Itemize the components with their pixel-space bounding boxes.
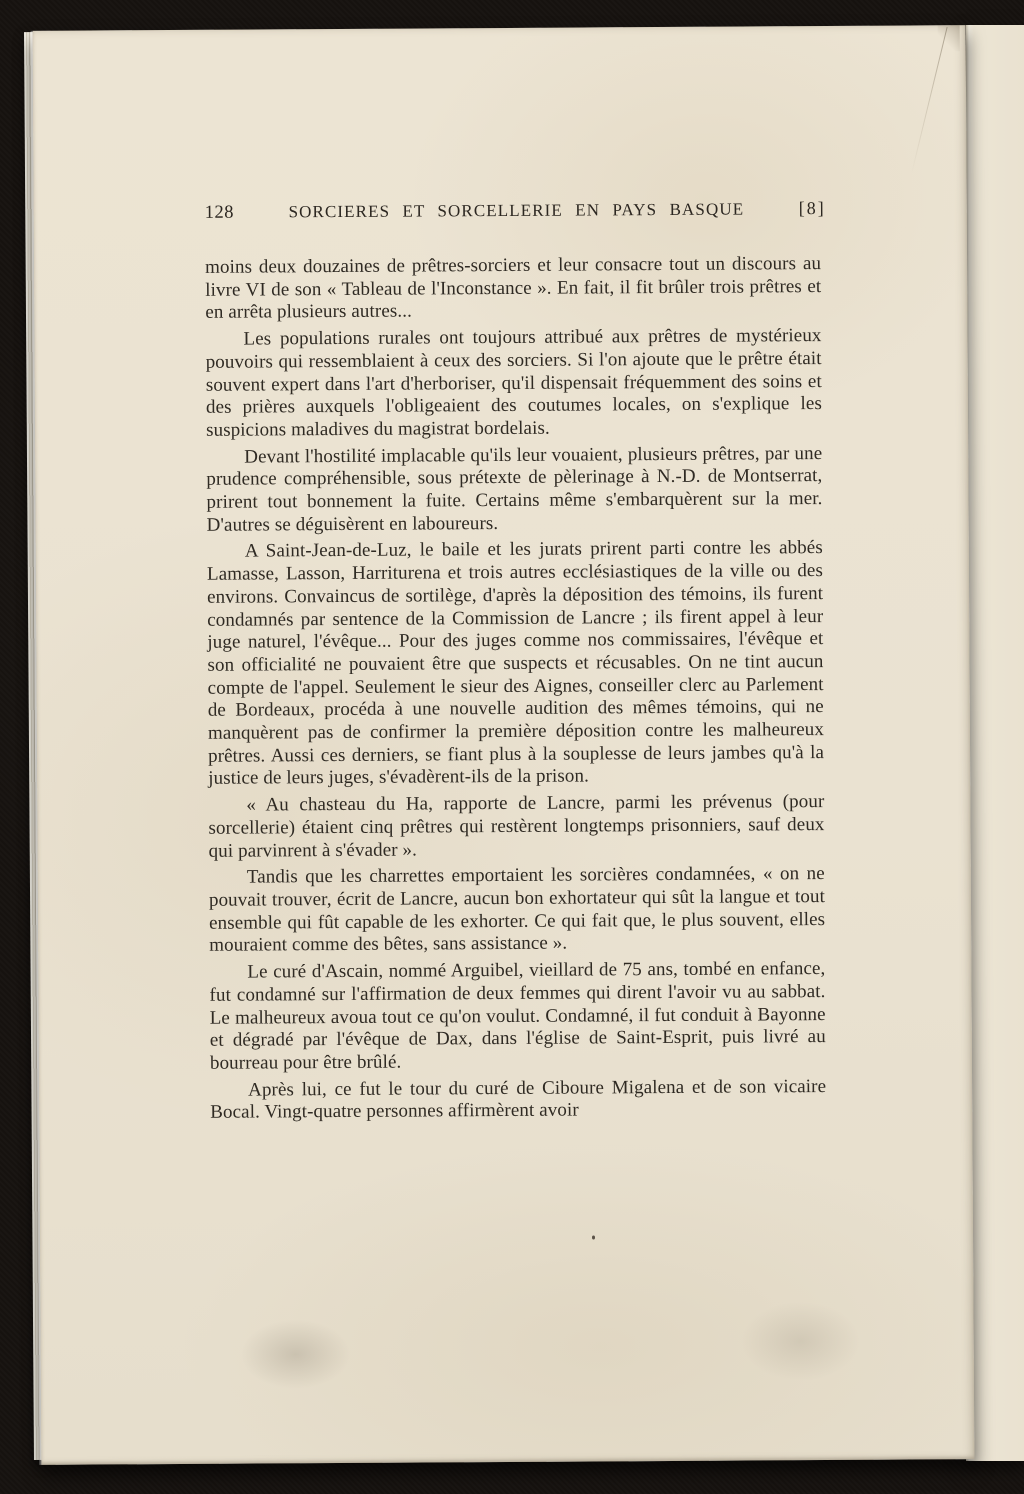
paragraph: moins deux douzaines de prêtres-sorciers et leur consacre tout un discours au livre VI de son « Tableau de l'Inconstance ». En fait, il fit brûler trois prêtres et en arrêta plusieurs autres... xyxy=(205,253,822,324)
paragraph: Les populations rurales ont toujours attribué aux prêtres de mystérieux pouvoirs qui ressemblaient à ceux des sorciers. Si l'on ajoute que le prêtre était souvent expert dans l'art d'herboriser, qu'il dispensait fréquemment des soins et des prières auxquels l'obligeaient des coutumes locales, on s'explique les suspicions maladives du magistrat bordelais. xyxy=(205,325,822,441)
page-header xyxy=(205,198,826,224)
corner-fold-shadow xyxy=(938,25,960,51)
paragraph: Tandis que les charrettes emportaient les sorcières condamnées, « on ne pouvait trouver, écrit de Lancre, aucun bon exhortateur qui sût la langue et tout ensemble qui fût capable de les exhorter. Ce qui fait que, le plus souvent, elles mouraient comme des bêtes, sans assistance ». xyxy=(208,863,826,957)
book-page xyxy=(33,25,975,1465)
ink-speck xyxy=(592,1235,595,1239)
paragraph: Devant l'hostilité implacable qu'ils leur vouaient, plusieurs prêtres, par une prudence compréhensible, sous prétexte de pèlerinage à N.-D. de Montserrat, prirent tout bonnement la fuite. Certains même s'embarquèrent sur la mer. D'autres se déguisèrent en laboureurs. xyxy=(206,442,823,536)
paragraph: Après lui, ce fut le tour du curé de Ciboure Migalena et de son vicaire Bocal. Vingt-quatre personnes affirmèrent avoir xyxy=(210,1075,827,1124)
adjacent-page-edge xyxy=(966,25,1024,1461)
issue-reference: [8] xyxy=(798,198,826,219)
page-number: 128 xyxy=(204,202,235,223)
running-title: SORCIERES ET SORCELLERIE EN PAYS BASQUE xyxy=(288,199,745,222)
paragraph: A Saint-Jean-de-Luz, le baile et les jurats prirent parti contre les abbés Lamasse, Lasson, Harriturena et trois autres ecclésiastiques de la ville ou des environs. Convaincus de sortilège, d'après la déposition des témoins, ils furent condamnés par sentence de la Commission de Lancre ; ils firent appel à leur juge naturel, l'évêque... Pour des juges comme nos commissaires, l'évêque et son officialité ne pouvaient être que suspects et récusables. On ne tint aucun compte de l'appel. Seulement le sieur des Aignes, conseiller clerc au Parlement de Bordeaux, procéda à une nouvelle audition des mêmes témoins, qui ne manquèrent pas de confirmer la première déposition contre les malheureux prêtres. Aussi ces derniers, se fiant plus à la souplesse de leurs jambes qu'à la justice de leurs juges, s'évadèrent-ils de la prison. xyxy=(206,537,825,790)
page-body xyxy=(205,253,826,1125)
paragraph: Le curé d'Ascain, nommé Arguibel, vieillard de 75 ans, tombé en enfance, fut condamné sur l'affirmation de deux femmes qui dirent l'avoir vu au sabbat. Le malheureux avoua tout ce qu'on voulut. Condamné, il fut conduit à Bayonne et dégradé par l'évêque de Dax, dans l'église de Saint-Esprit, puis livré au bourreau pour être brûlé. xyxy=(209,958,826,1074)
paper-smudge xyxy=(241,1319,351,1390)
paragraph: « Au chasteau du Ha, rapporte de Lancre, parmi les prévenus (pour sorcellerie) étaient cinq prêtres qui restèrent longtemps prisonniers, sauf deux qui parvinrent à s'évader ». xyxy=(208,791,825,862)
paper-smudge xyxy=(740,1301,860,1382)
